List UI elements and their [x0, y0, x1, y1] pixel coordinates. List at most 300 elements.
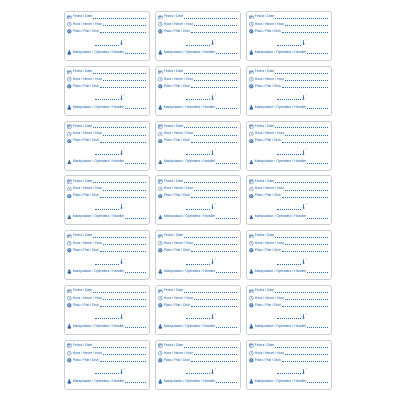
date-row	[158, 288, 237, 294]
dish-field[interactable]	[100, 87, 146, 88]
dish-row	[67, 138, 146, 144]
date-field[interactable]	[275, 237, 328, 238]
temperature-mark	[120, 368, 125, 374]
date-field[interactable]	[93, 18, 146, 19]
handler-field[interactable]	[216, 218, 237, 219]
food-label	[64, 66, 150, 116]
temperature-field[interactable]	[186, 373, 210, 374]
date-label: Fecha / Date	[254, 233, 275, 238]
temperature-mark	[211, 94, 216, 100]
thermometer-icon	[211, 369, 214, 374]
handler-row	[67, 50, 146, 56]
temperature-field[interactable]	[277, 264, 301, 265]
date-field[interactable]	[275, 292, 328, 293]
calendar-icon	[67, 343, 72, 348]
food-label	[155, 340, 241, 390]
food-label	[64, 285, 150, 335]
date-row	[67, 124, 146, 130]
time-field[interactable]	[103, 80, 146, 81]
person-icon	[67, 269, 72, 274]
handler-label: Manipulador / Opérateur / Handler	[254, 378, 307, 383]
time-field[interactable]	[194, 354, 237, 355]
date-row	[67, 69, 146, 75]
date-row	[67, 14, 146, 20]
date-row	[158, 233, 237, 239]
time-row	[67, 295, 146, 301]
handler-row	[67, 104, 146, 110]
time-label: Hora / Heure / Hour	[254, 186, 285, 191]
temperature-field[interactable]	[277, 373, 301, 374]
temperature-mark	[120, 94, 125, 100]
temperature-field[interactable]	[95, 154, 119, 155]
handler-field[interactable]	[216, 272, 237, 273]
food-label	[64, 11, 150, 61]
handler-label: Manipulador / Opérateur / Handler	[163, 378, 216, 383]
time-row	[249, 22, 328, 28]
temperature-mark	[211, 203, 216, 209]
temperature-field[interactable]	[186, 209, 210, 210]
person-icon	[158, 324, 163, 329]
food-label	[246, 175, 332, 225]
dish-icon	[158, 84, 163, 89]
date-field[interactable]	[93, 347, 146, 348]
dish-field[interactable]	[100, 32, 146, 33]
dish-icon	[67, 139, 72, 144]
dish-label: Plato / Plat / Dish	[163, 138, 190, 143]
dish-label: Plato / Plat / Dish	[72, 302, 99, 307]
time-field[interactable]	[285, 135, 328, 136]
time-label: Hora / Heure / Hour	[163, 350, 194, 355]
dish-row	[67, 29, 146, 35]
thermometer-icon	[211, 95, 214, 100]
handler-label: Manipulador / Opérateur / Handler	[254, 214, 307, 219]
handler-field[interactable]	[216, 327, 237, 328]
dish-icon	[249, 139, 254, 144]
handler-label: Manipulador / Opérateur / Handler	[72, 214, 125, 219]
dish-field[interactable]	[100, 142, 146, 143]
thermometer-icon	[302, 150, 305, 155]
dish-row	[67, 357, 146, 363]
dish-field[interactable]	[282, 361, 328, 362]
dish-row	[67, 248, 146, 254]
date-field[interactable]	[275, 182, 328, 183]
dish-icon	[158, 139, 163, 144]
temperature-field[interactable]	[95, 99, 119, 100]
handler-label: Manipulador / Opérateur / Handler	[163, 268, 216, 273]
dish-row	[158, 248, 237, 254]
temperature-unit: °	[214, 38, 216, 43]
dish-row	[158, 357, 237, 363]
dish-icon	[67, 84, 72, 89]
time-field[interactable]	[103, 25, 146, 26]
date-field[interactable]	[184, 292, 237, 293]
handler-field[interactable]	[125, 108, 146, 109]
thermometer-icon	[302, 40, 305, 45]
temperature-mark	[211, 368, 216, 374]
handler-field[interactable]	[216, 108, 237, 109]
dish-row	[67, 83, 146, 89]
dish-label: Plato / Plat / Dish	[163, 83, 190, 88]
person-icon	[67, 379, 72, 384]
dish-field[interactable]	[282, 142, 328, 143]
calendar-icon	[67, 234, 72, 239]
time-field[interactable]	[194, 190, 237, 191]
time-label: Hora / Heure / Hour	[163, 295, 194, 300]
date-field[interactable]	[184, 127, 237, 128]
time-field[interactable]	[103, 244, 146, 245]
food-label	[64, 230, 150, 280]
temperature-field[interactable]	[186, 45, 210, 46]
date-row	[249, 288, 328, 294]
date-label: Fecha / Date	[254, 343, 275, 348]
dish-field[interactable]	[191, 197, 237, 198]
time-row	[249, 295, 328, 301]
calendar-icon	[158, 234, 163, 239]
date-label: Fecha / Date	[254, 14, 275, 19]
dish-icon	[158, 303, 163, 308]
handler-row	[249, 104, 328, 110]
temperature-mark	[302, 313, 307, 319]
handler-field[interactable]	[307, 327, 328, 328]
handler-field[interactable]	[125, 382, 146, 383]
clock-icon	[158, 241, 163, 246]
food-label	[246, 285, 332, 335]
time-field[interactable]	[103, 135, 146, 136]
handler-row	[249, 378, 328, 384]
calendar-icon	[67, 124, 72, 129]
dish-label: Plato / Plat / Dish	[72, 28, 99, 33]
time-label: Hora / Heure / Hour	[163, 21, 194, 26]
time-label: Hora / Heure / Hour	[72, 350, 103, 355]
dish-row	[158, 302, 237, 308]
time-label: Hora / Heure / Hour	[254, 21, 285, 26]
dish-icon	[249, 358, 254, 363]
handler-field[interactable]	[307, 163, 328, 164]
temperature-field[interactable]	[186, 318, 210, 319]
dish-icon	[158, 29, 163, 34]
temperature-mark	[211, 39, 216, 45]
handler-field[interactable]	[307, 382, 328, 383]
time-label: Hora / Heure / Hour	[254, 295, 285, 300]
dish-label: Plato / Plat / Dish	[72, 83, 99, 88]
dish-label: Plato / Plat / Dish	[163, 28, 190, 33]
date-field[interactable]	[93, 292, 146, 293]
date-row	[158, 343, 237, 349]
clock-icon	[158, 296, 163, 301]
date-label: Fecha / Date	[163, 233, 184, 238]
handler-row	[158, 159, 237, 165]
dish-field[interactable]	[282, 32, 328, 33]
thermometer-icon	[302, 369, 305, 374]
temperature-unit: °	[123, 367, 125, 372]
dish-label: Plato / Plat / Dish	[163, 247, 190, 252]
handler-row	[158, 378, 237, 384]
calendar-icon	[249, 70, 254, 75]
date-label: Fecha / Date	[254, 69, 275, 74]
person-icon	[158, 160, 163, 165]
dish-field[interactable]	[191, 142, 237, 143]
clock-icon	[158, 132, 163, 137]
thermometer-icon	[120, 314, 123, 319]
calendar-icon	[249, 15, 254, 20]
time-row	[249, 241, 328, 247]
dish-field[interactable]	[282, 87, 328, 88]
time-field[interactable]	[285, 80, 328, 81]
date-field[interactable]	[275, 347, 328, 348]
temperature-mark	[120, 258, 125, 264]
dish-label: Plato / Plat / Dish	[163, 193, 190, 198]
dish-field[interactable]	[100, 361, 146, 362]
thermometer-icon	[211, 40, 214, 45]
person-icon	[67, 50, 72, 55]
temperature-field[interactable]	[186, 99, 210, 100]
dish-field[interactable]	[191, 87, 237, 88]
dish-row	[67, 193, 146, 199]
date-label: Fecha / Date	[163, 123, 184, 128]
time-row	[249, 186, 328, 192]
clock-icon	[249, 132, 254, 137]
handler-field[interactable]	[125, 218, 146, 219]
date-row	[158, 178, 237, 184]
dish-label: Plato / Plat / Dish	[72, 357, 99, 362]
time-label: Hora / Heure / Hour	[163, 131, 194, 136]
dish-field[interactable]	[191, 251, 237, 252]
date-label: Fecha / Date	[254, 178, 275, 183]
person-icon	[249, 50, 254, 55]
time-field[interactable]	[285, 25, 328, 26]
handler-row	[158, 50, 237, 56]
dish-icon	[158, 248, 163, 253]
label-grid	[64, 11, 336, 390]
temperature-mark	[120, 149, 125, 155]
thermometer-icon	[302, 204, 305, 209]
temperature-field[interactable]	[186, 154, 210, 155]
temperature-unit: °	[214, 148, 216, 153]
dish-field[interactable]	[191, 32, 237, 33]
temperature-field[interactable]	[277, 99, 301, 100]
temperature-field[interactable]	[277, 45, 301, 46]
temperature-field[interactable]	[95, 373, 119, 374]
handler-field[interactable]	[307, 53, 328, 54]
calendar-icon	[249, 234, 254, 239]
temperature-field[interactable]	[95, 318, 119, 319]
handler-field[interactable]	[307, 272, 328, 273]
date-field[interactable]	[184, 237, 237, 238]
time-row	[67, 350, 146, 356]
time-field[interactable]	[285, 299, 328, 300]
dish-field[interactable]	[191, 306, 237, 307]
dish-field[interactable]	[191, 361, 237, 362]
handler-label: Manipulador / Opérateur / Handler	[72, 323, 125, 328]
clock-icon	[67, 22, 72, 27]
thermometer-icon	[211, 314, 214, 319]
handler-label: Manipulador / Opérateur / Handler	[254, 323, 307, 328]
temperature-mark	[302, 149, 307, 155]
date-field[interactable]	[275, 127, 328, 128]
time-field[interactable]	[194, 299, 237, 300]
food-label	[246, 66, 332, 116]
temperature-field[interactable]	[95, 264, 119, 265]
handler-row	[249, 214, 328, 220]
handler-field[interactable]	[125, 53, 146, 54]
temperature-unit: °	[214, 312, 216, 317]
person-icon	[67, 324, 72, 329]
temperature-mark	[211, 313, 216, 319]
time-row	[249, 76, 328, 82]
date-field[interactable]	[93, 182, 146, 183]
time-row	[158, 131, 237, 137]
date-row	[249, 124, 328, 130]
time-field[interactable]	[194, 244, 237, 245]
thermometer-icon	[302, 314, 305, 319]
dish-icon	[249, 303, 254, 308]
date-field[interactable]	[184, 73, 237, 74]
dish-icon	[158, 358, 163, 363]
food-label	[64, 340, 150, 390]
time-field[interactable]	[103, 190, 146, 191]
date-field[interactable]	[184, 182, 237, 183]
temperature-field[interactable]	[277, 318, 301, 319]
handler-label: Manipulador / Opérateur / Handler	[254, 104, 307, 109]
temperature-field[interactable]	[186, 264, 210, 265]
thermometer-icon	[120, 369, 123, 374]
handler-field[interactable]	[307, 108, 328, 109]
dish-icon	[249, 84, 254, 89]
time-label: Hora / Heure / Hour	[163, 240, 194, 245]
dish-icon	[67, 194, 72, 199]
temperature-field[interactable]	[277, 209, 301, 210]
dish-field[interactable]	[282, 251, 328, 252]
person-icon	[158, 215, 163, 220]
handler-field[interactable]	[125, 163, 146, 164]
handler-label: Manipulador / Opérateur / Handler	[72, 159, 125, 164]
dish-icon	[67, 29, 72, 34]
date-row	[249, 178, 328, 184]
temperature-unit: °	[123, 203, 125, 208]
handler-row	[249, 269, 328, 275]
handler-field[interactable]	[307, 218, 328, 219]
temperature-mark	[211, 149, 216, 155]
food-label	[246, 11, 332, 61]
temperature-mark	[302, 258, 307, 264]
food-label	[155, 285, 241, 335]
date-row	[249, 233, 328, 239]
time-field[interactable]	[285, 244, 328, 245]
calendar-icon	[158, 15, 163, 20]
dish-label: Plato / Plat / Dish	[254, 357, 281, 362]
dish-label: Plato / Plat / Dish	[254, 193, 281, 198]
person-icon	[158, 379, 163, 384]
dish-icon	[249, 194, 254, 199]
food-label	[246, 230, 332, 280]
time-field[interactable]	[103, 299, 146, 300]
handler-row	[158, 104, 237, 110]
time-row	[158, 350, 237, 356]
clock-icon	[249, 22, 254, 27]
date-field[interactable]	[184, 347, 237, 348]
time-row	[249, 350, 328, 356]
handler-label: Manipulador / Opérateur / Handler	[72, 49, 125, 54]
calendar-icon	[158, 70, 163, 75]
handler-field[interactable]	[125, 272, 146, 273]
handler-row	[249, 159, 328, 165]
date-label: Fecha / Date	[163, 14, 184, 19]
date-field[interactable]	[184, 18, 237, 19]
temperature-mark	[120, 39, 125, 45]
time-label: Hora / Heure / Hour	[163, 76, 194, 81]
dish-icon	[249, 29, 254, 34]
date-label: Fecha / Date	[163, 288, 184, 293]
clock-icon	[249, 351, 254, 356]
time-row	[158, 241, 237, 247]
time-field[interactable]	[194, 135, 237, 136]
clock-icon	[249, 77, 254, 82]
dish-label: Plato / Plat / Dish	[163, 302, 190, 307]
time-field[interactable]	[194, 25, 237, 26]
clock-icon	[67, 351, 72, 356]
date-field[interactable]	[93, 73, 146, 74]
dish-row	[249, 29, 328, 35]
temperature-mark	[120, 203, 125, 209]
handler-field[interactable]	[216, 163, 237, 164]
time-field[interactable]	[285, 354, 328, 355]
dish-field[interactable]	[100, 306, 146, 307]
temperature-mark	[302, 94, 307, 100]
time-row	[158, 22, 237, 28]
handler-label: Manipulador / Opérateur / Handler	[163, 104, 216, 109]
time-field[interactable]	[194, 80, 237, 81]
dish-icon	[67, 358, 72, 363]
handler-row	[67, 378, 146, 384]
date-row	[67, 178, 146, 184]
handler-row	[158, 269, 237, 275]
time-field[interactable]	[103, 354, 146, 355]
person-icon	[158, 105, 163, 110]
dish-field[interactable]	[282, 197, 328, 198]
calendar-icon	[67, 70, 72, 75]
temperature-field[interactable]	[95, 45, 119, 46]
temperature-unit: °	[305, 93, 307, 98]
date-label: Fecha / Date	[72, 69, 93, 74]
date-row	[249, 69, 328, 75]
date-field[interactable]	[93, 237, 146, 238]
dish-field[interactable]	[282, 306, 328, 307]
date-label: Fecha / Date	[72, 14, 93, 19]
time-row	[67, 76, 146, 82]
temperature-field[interactable]	[277, 154, 301, 155]
time-field[interactable]	[285, 190, 328, 191]
time-label: Hora / Heure / Hour	[72, 76, 103, 81]
handler-row	[67, 214, 146, 220]
temperature-field[interactable]	[95, 209, 119, 210]
date-field[interactable]	[93, 127, 146, 128]
date-field[interactable]	[275, 73, 328, 74]
time-label: Hora / Heure / Hour	[163, 186, 194, 191]
handler-label: Manipulador / Opérateur / Handler	[72, 268, 125, 273]
temperature-unit: °	[123, 312, 125, 317]
handler-field[interactable]	[125, 327, 146, 328]
dish-field[interactable]	[100, 197, 146, 198]
handler-field[interactable]	[216, 53, 237, 54]
time-row	[67, 186, 146, 192]
handler-field[interactable]	[216, 382, 237, 383]
person-icon	[249, 105, 254, 110]
clock-icon	[249, 296, 254, 301]
dish-field[interactable]	[100, 251, 146, 252]
dish-label: Plato / Plat / Dish	[72, 193, 99, 198]
date-field[interactable]	[275, 18, 328, 19]
date-label: Fecha / Date	[72, 343, 93, 348]
